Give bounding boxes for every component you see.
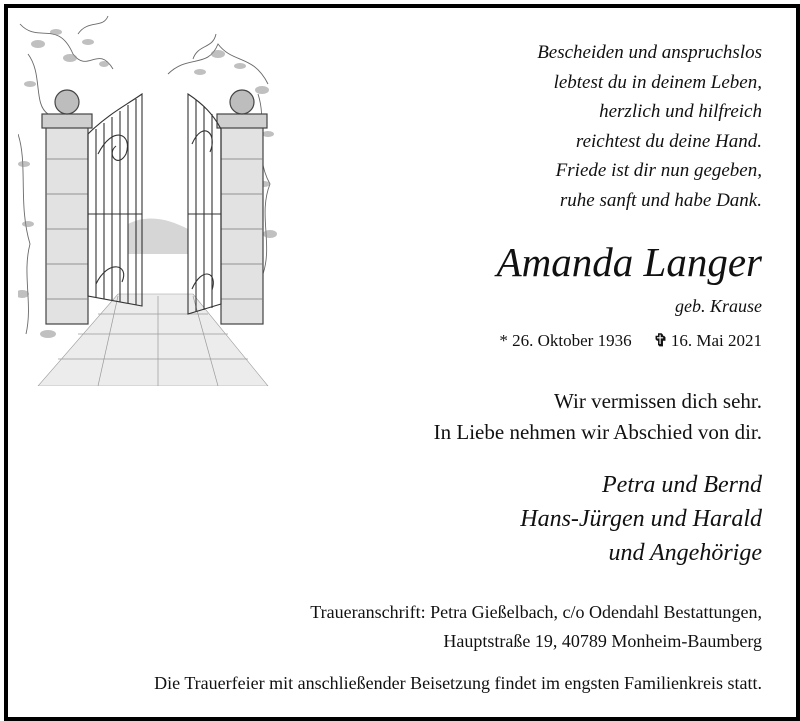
obituary-frame [4,4,800,721]
cross-icon: ✞ [653,331,668,350]
mourner-line: Hans-Jürgen und Harald [520,506,762,532]
poem-line: ruhe sanft und habe Dank. [559,189,762,211]
address-line: Hauptstraße 19, 40789 Monheim-Baumberg [443,631,762,651]
garden-gate-illustration [18,14,280,386]
poem [342,38,762,215]
mourning-address [112,598,762,656]
message-line: In Liebe nehmen wir Abschied von dir. [433,420,762,444]
poem-line: lebtest du in deinem Leben, [553,71,762,93]
maiden-name: geb. Krause [675,296,762,316]
birth-date: * 26. Oktober 1936 [499,331,632,350]
life-dates [342,330,762,352]
deceased-name: Amanda Langer [496,239,762,285]
farewell-message [262,386,762,448]
address-line: Traueranschrift: Petra Gießelbach, c/o Odendahl Bestattungen, [310,602,762,622]
poem-line: reichtest du deine Hand. [575,130,762,152]
mourner-line: und Angehörige [608,540,762,566]
poem-line: Friede ist dir nun gegeben, [555,160,762,181]
message-line: Wir vermissen dich sehr. [554,389,762,413]
mourner-line: Petra und Bernd [602,472,762,498]
poem-line: herzlich und hilfreich [599,101,762,122]
mourners [362,468,762,570]
death-date: 16. Mai 2021 [670,331,762,350]
poem-line: Bescheiden und anspruchslos [537,42,762,63]
ceremony-notice: Die Trauerfeier mit anschließender Beisetzung findet im engsten Familienkreis statt. [154,673,762,693]
